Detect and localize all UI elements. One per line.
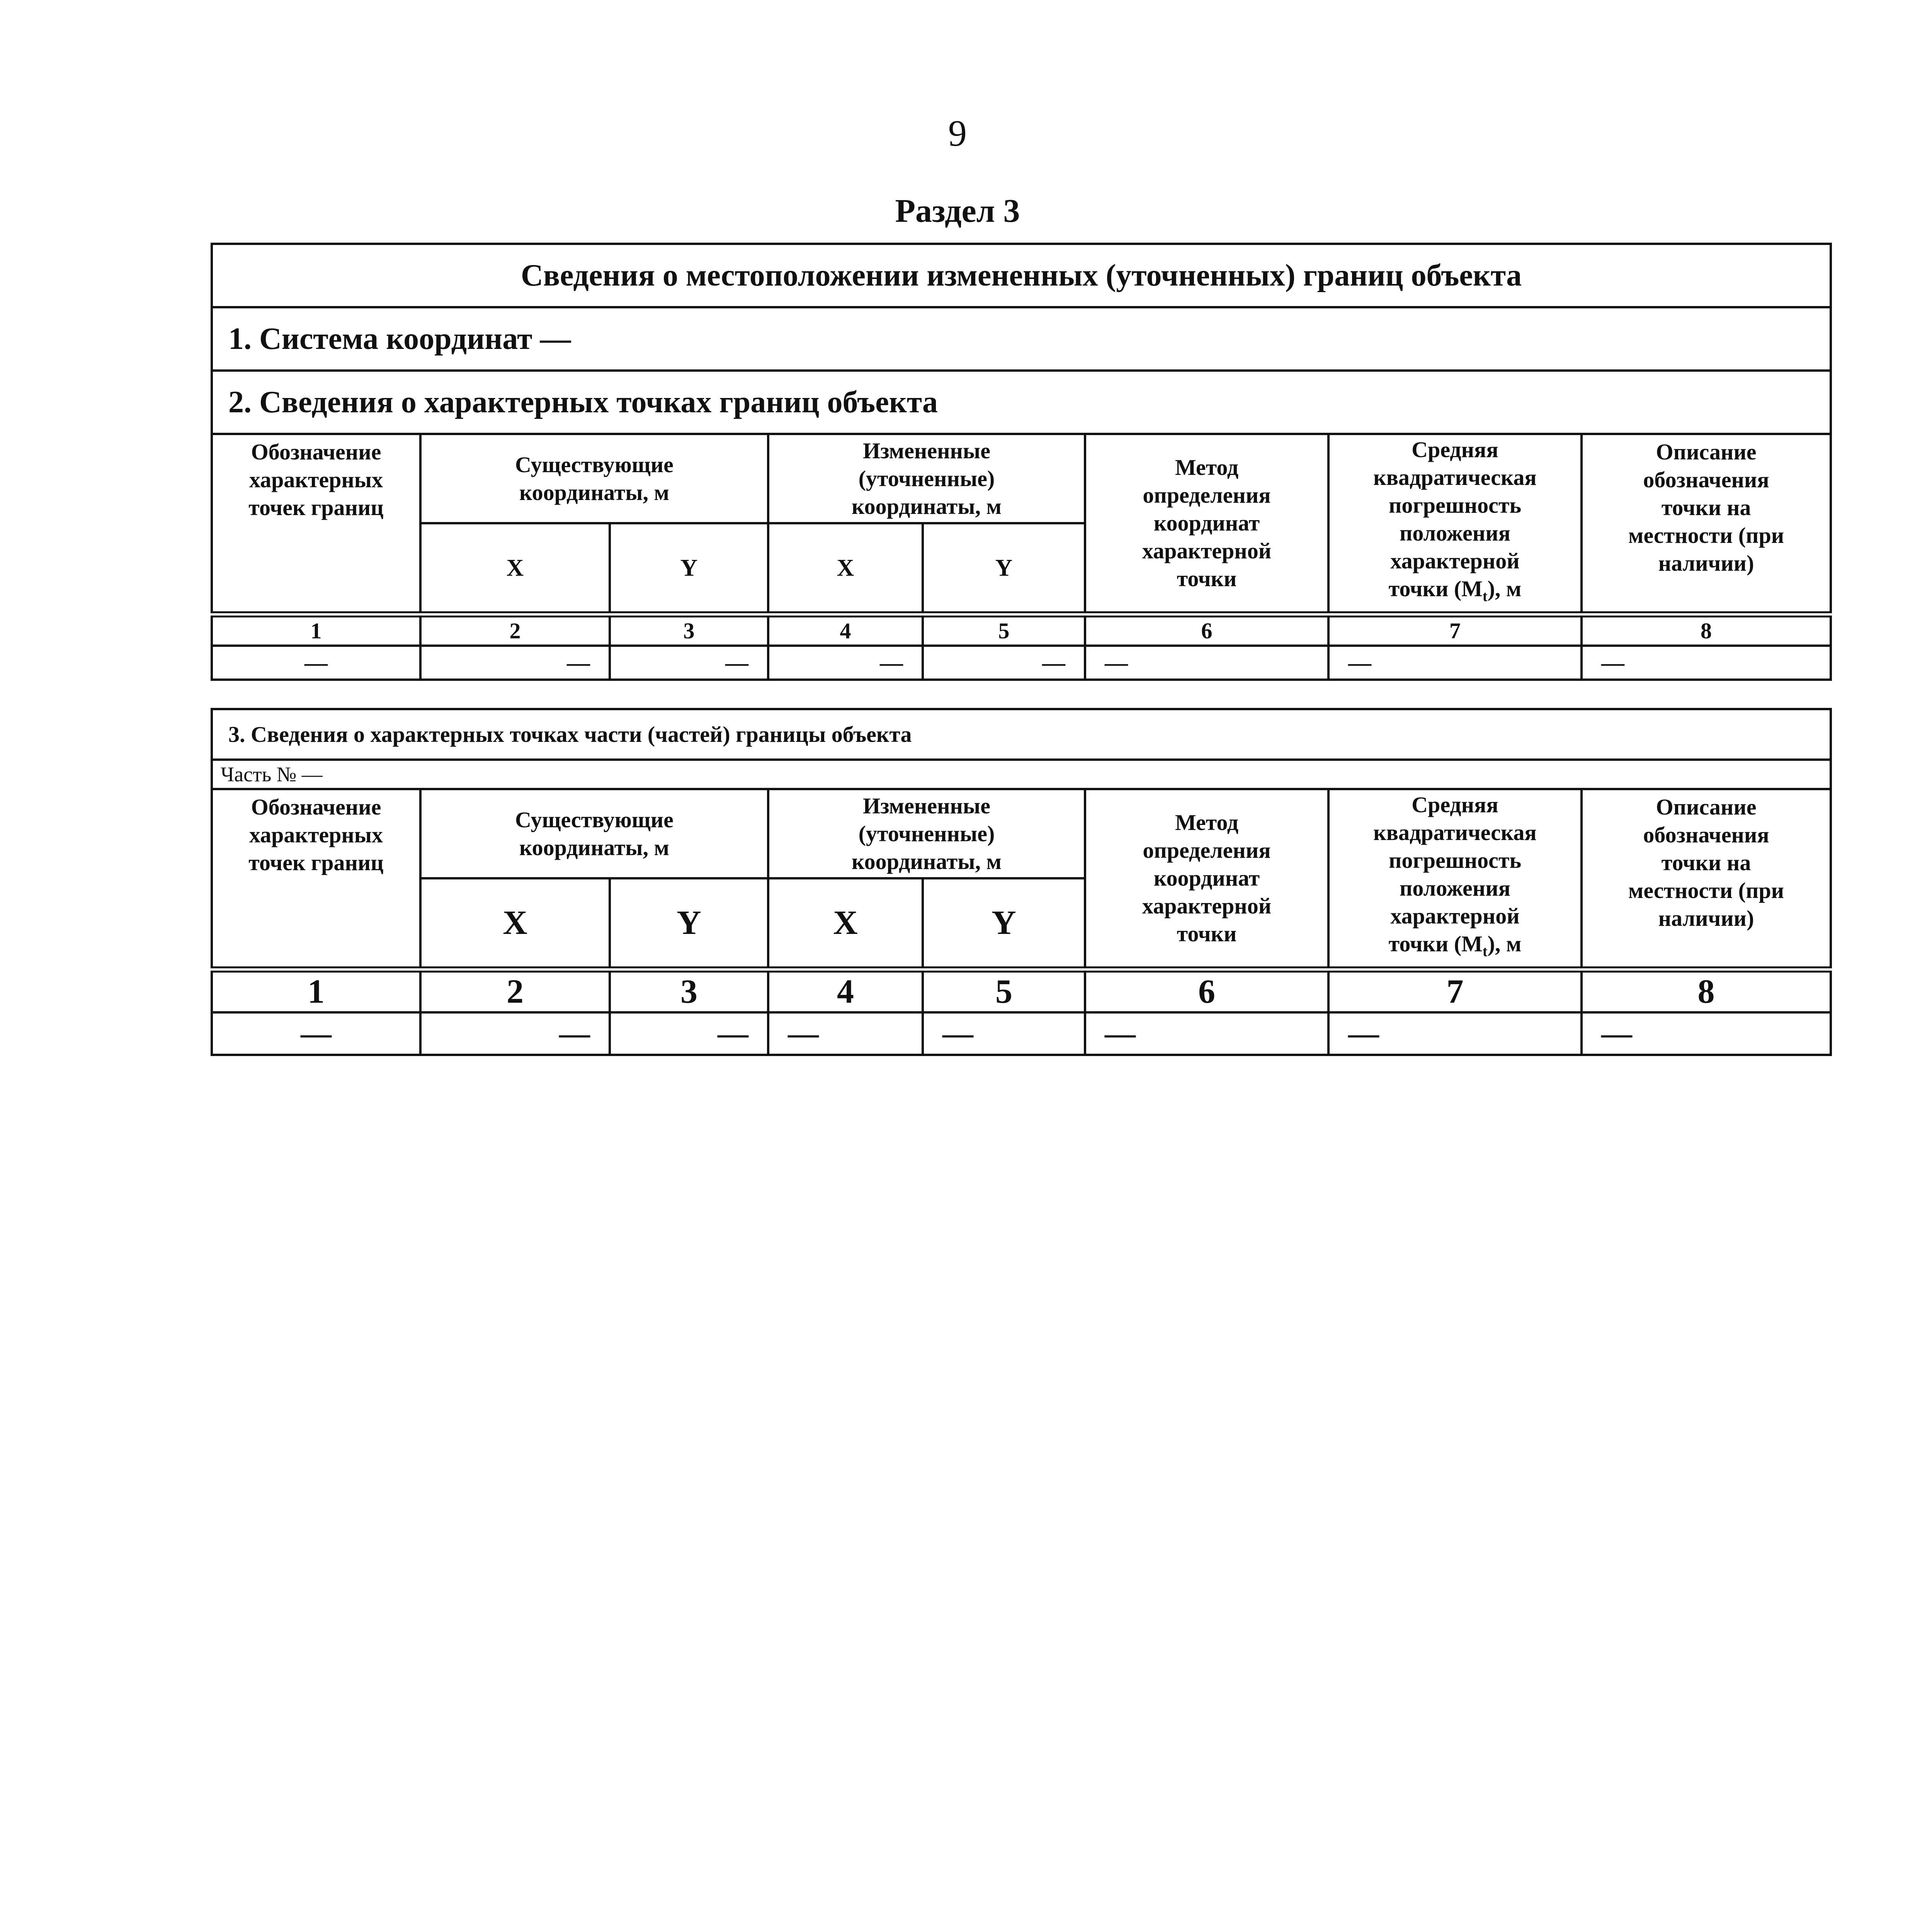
column-number: 1 [212, 614, 420, 646]
header-existing-y: Y [610, 523, 768, 614]
header-mean-error: Средняя квадратическая погрешность положения характерной точки $(M_t)$, м [1328, 434, 1582, 614]
table-title: Сведения о местоположении измененных (уточненных) границ объекта [212, 244, 1831, 307]
coord-system-line: 1. Система координат — [212, 307, 1831, 371]
column-number: 1 [212, 969, 420, 1012]
table-cell: — [923, 646, 1085, 680]
header-changed-y: Y [923, 878, 1085, 969]
header-existing-x: X [420, 878, 610, 969]
section-title: Раздел 3 [895, 192, 1020, 229]
table-cell: — [923, 1012, 1085, 1055]
table-cell: — [1582, 646, 1831, 680]
column-number: 4 [768, 969, 923, 1012]
column-number: 6 [1085, 614, 1328, 646]
table-cell: — [768, 646, 923, 680]
column-number: 3 [610, 969, 768, 1012]
header-changed-y: Y [923, 523, 1085, 614]
table-cell: — [610, 1012, 768, 1055]
header-designation: Обозначение характерных точек границ [212, 434, 420, 614]
header-existing-y: Y [610, 878, 768, 969]
part-boundaries-table [211, 708, 1832, 1056]
column-number: 5 [923, 614, 1085, 646]
column-number: 3 [610, 614, 768, 646]
header-changed-coords: Измененные (уточненные) координаты, м [768, 434, 1085, 523]
table-cell: — [1328, 646, 1582, 680]
header-changed-x: X [768, 878, 923, 969]
header-changed-x: X [768, 523, 923, 614]
header-designation: Обозначение характерных точек границ [212, 789, 420, 969]
table-row [212, 646, 1831, 680]
header-changed-coords: Измененные (уточненные) координаты, м [768, 789, 1085, 878]
table-row [212, 1012, 1831, 1055]
column-number: 2 [420, 969, 610, 1012]
header-mean-error: Средняя квадратическая погрешность положения характерной точки $(M_t)$, м [1328, 789, 1582, 969]
table-cell: — [420, 1012, 610, 1055]
column-number: 6 [1085, 969, 1328, 1012]
column-number: 7 [1328, 969, 1582, 1012]
part-points-heading: 3. Сведения о характерных точках части (частей) границы объекта [212, 709, 1831, 760]
page-number: 9 [948, 112, 967, 154]
boundaries-table [211, 243, 1832, 681]
column-number: 2 [420, 614, 610, 646]
table-cell: — [212, 646, 420, 680]
table-cell: — [610, 646, 768, 680]
column-number: 4 [768, 614, 923, 646]
column-number: 7 [1328, 614, 1582, 646]
table-cell: — [1085, 646, 1328, 680]
header-existing-coords: Существующие координаты, м [420, 789, 768, 878]
column-number: 8 [1582, 969, 1831, 1012]
part-number-line: Часть № — [212, 760, 1831, 789]
header-description: Описание обозначения точки на местности (при наличии) [1582, 789, 1831, 969]
column-number: 5 [923, 969, 1085, 1012]
header-existing-x: X [420, 523, 610, 614]
table-cell: — [768, 1012, 923, 1055]
table-cell: — [420, 646, 610, 680]
header-method: Метод определения координат характерной точки [1085, 789, 1328, 969]
points-heading: 2. Сведения о характерных точках границ объекта [212, 371, 1831, 434]
table-cell: — [1328, 1012, 1582, 1055]
header-existing-coords: Существующие координаты, м [420, 434, 768, 523]
header-method: Метод определения координат характерной точки [1085, 434, 1328, 614]
table-cell: — [1085, 1012, 1328, 1055]
table-cell: — [212, 1012, 420, 1055]
table-cell: — [1582, 1012, 1831, 1055]
column-number: 8 [1582, 614, 1831, 646]
header-description: Описание обозначения точки на местности (при наличии) [1582, 434, 1831, 614]
